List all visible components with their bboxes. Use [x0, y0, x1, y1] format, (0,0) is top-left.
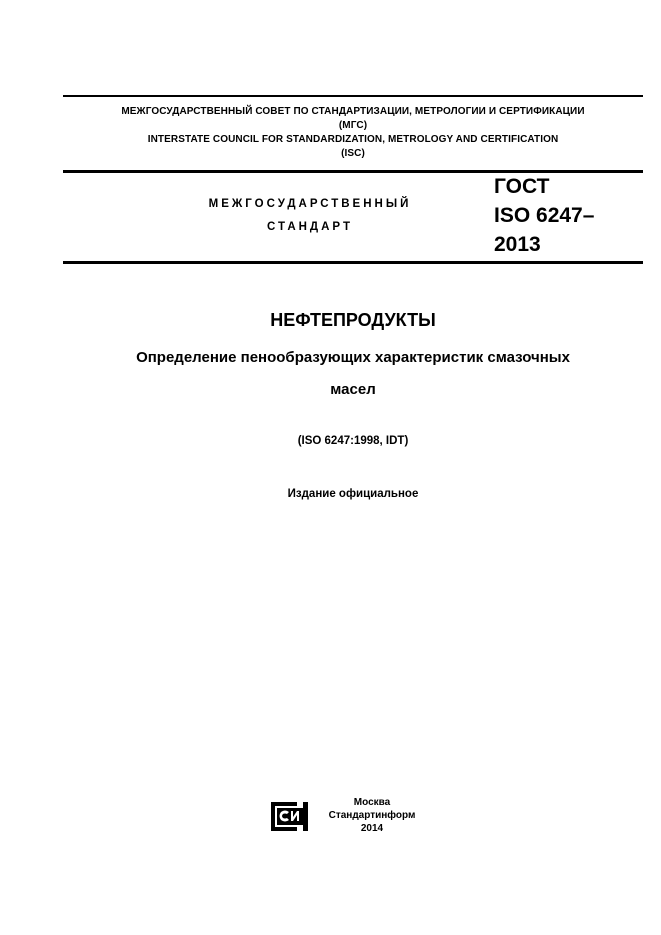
document-title: НЕФТЕПРОДУКТЫ [270, 310, 436, 330]
subtitle-line1: Определение пенообразующих характеристик смазочных [136, 349, 570, 366]
subtitle-line2: масел [330, 381, 376, 398]
bottom-rule [63, 261, 643, 264]
publisher-city: Москва [353, 797, 391, 808]
standard-designation [494, 172, 594, 259]
designation-line1: ГОСТ [494, 175, 550, 198]
standard-type-line1: МЕЖГОСУДАРСТВЕННЫЙ [208, 198, 412, 210]
document-subtitle [80, 342, 626, 406]
edition-note: Издание официальное [287, 488, 419, 500]
council-abbr-ru: (МГС) [338, 120, 368, 131]
standartinform-logo-icon [267, 798, 312, 835]
designation-line3: 2013 [494, 233, 541, 256]
council-abbr-en: (ISC) [341, 148, 365, 159]
publisher-name: Стандартинформ [328, 810, 416, 821]
standard-type-line2: СТАНДАРТ [267, 221, 353, 233]
council-header [63, 105, 643, 161]
iso-reference: (ISO 6247:1998, IDT) [297, 435, 409, 447]
publisher-block [322, 796, 422, 835]
council-name-en: INTERSTATE COUNCIL FOR STANDARDIZATION, METROLOGY AND CERTIFICATION [147, 134, 559, 145]
standard-type [160, 193, 460, 239]
designation-line2: ISO 6247– [494, 204, 595, 227]
publication-year: 2014 [360, 823, 384, 834]
top-rule [63, 95, 643, 97]
council-name-ru: МЕЖГОСУДАРСТВЕННЫЙ СОВЕТ ПО СТАНДАРТИЗАЦИИ, МЕТРОЛОГИИ И СЕРТИФИКАЦИИ [121, 106, 585, 117]
